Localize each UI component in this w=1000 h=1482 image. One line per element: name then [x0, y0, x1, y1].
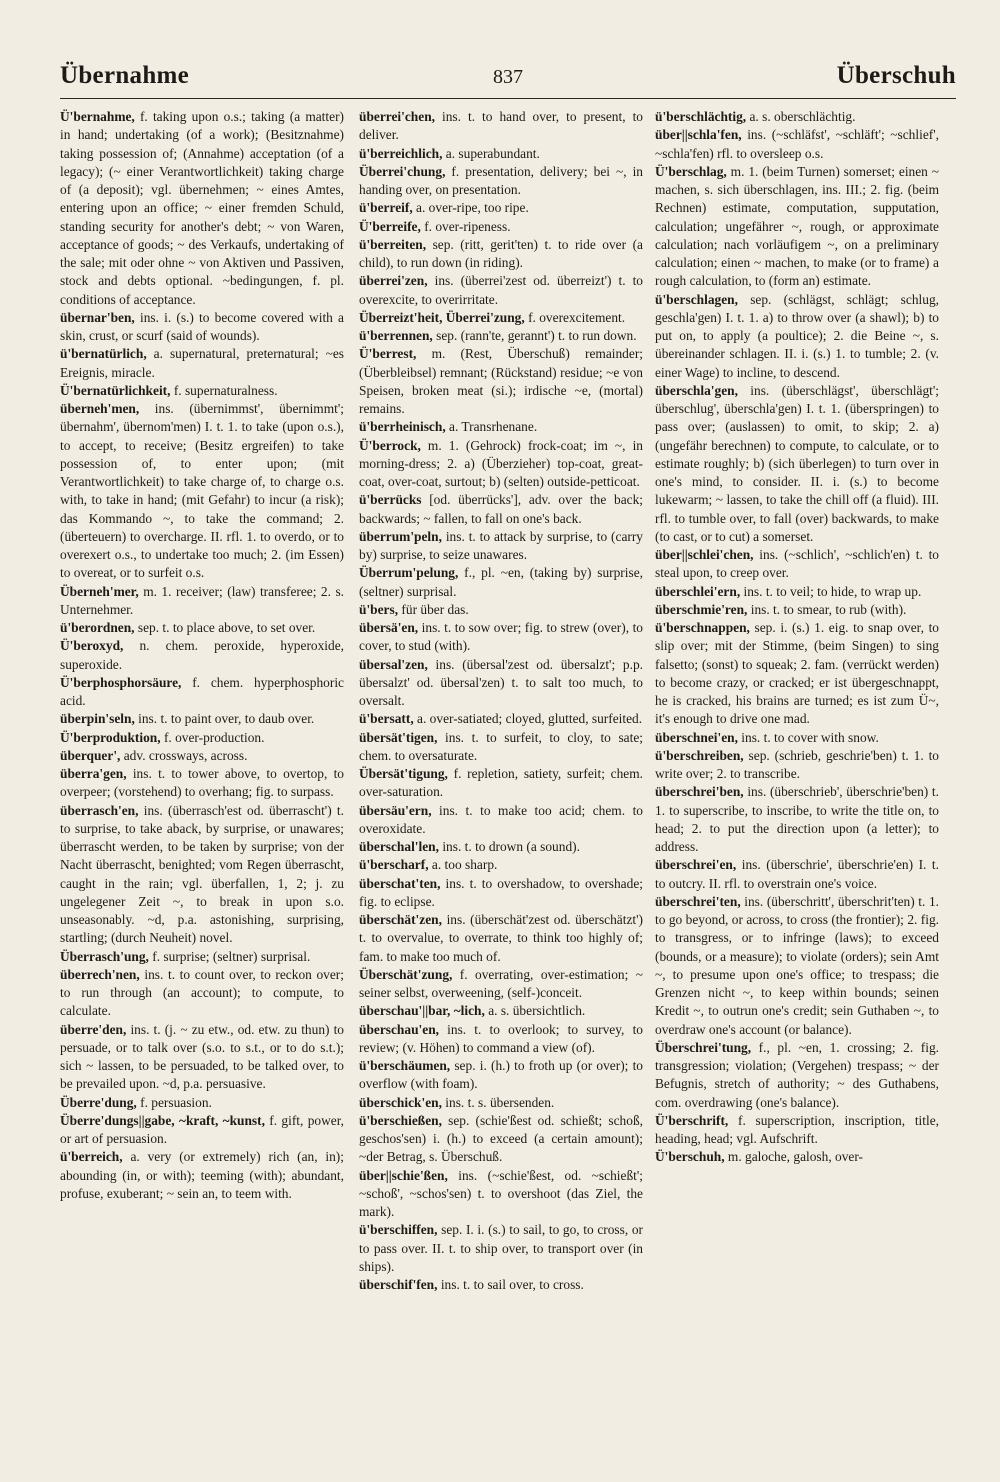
entry-definition: ins. i. (s.) to become covered with a skin, crust, or scurf (said of wounds). [60, 309, 344, 343]
entry-definition: ins. (~schläfst', ~schläft'; ~schlief', ~schla'fen) rfl. to oversleep o.s. [655, 127, 939, 161]
dictionary-entry [359, 729, 643, 766]
dictionary-entry [60, 729, 344, 747]
entry-definition: ins. (übernimmst', übernimmt'; übernahm', übernom'men) I. t. 1. to take (upon o.s.), to accept, to receive; (Besitz ergreifen) to take possession of, to enter upon; (mit Verantwortlichkeit) to take charge of, to charge o.s. with, to take in hand; (mit Gefahr) to incur (a risk); das Kommando ~, to take the command; 2. (überteuern) to overcharge. II. rfl. 1. to overdo, or to overexert o.s., to undertake too much; 2. (im Essen) to overeat, or to surfeit o.s. [60, 401, 344, 581]
entry-definition: ins. (überschät'zest od. überschätzt') t. to overvalue, to overrate, to think too highly of; fam. to make too much of. [359, 912, 643, 964]
entry-headword: Ü'berschrift, [655, 1112, 729, 1128]
entry-headword: über||schla'fen, [655, 127, 742, 143]
entry-headword: überschick'en, [359, 1094, 442, 1110]
entry-headword: überschrei'en, [655, 857, 737, 873]
entry-headword: übersät'tigen, [359, 729, 438, 745]
entry-definition: sep. (ritt, gerit'ten) t. to ride over (a child), to run down (in riding). [359, 236, 643, 270]
entry-definition: ins. t. to attack by surprise, to (carry by) surprise, to seize unawares. [359, 528, 643, 562]
dictionary-entry [359, 491, 643, 528]
dictionary-entry [655, 126, 939, 163]
running-head-right: Überschuh [836, 62, 956, 89]
dictionary-entry [359, 1221, 643, 1276]
entry-definition: m. (Rest, Überschuß) remainder; (Überbleibsel) remnant; (Rückstand) residue; ~e von Speisen, broken meat (si.); irdische ~e, (mortal) remains. [359, 346, 643, 416]
dictionary-entry [60, 1112, 344, 1149]
dictionary-entry [359, 710, 643, 728]
entry-definition: a. over-ripe, too ripe. [412, 200, 529, 216]
entry-definition: sep. (schie'ßest od. schießt; schoß, geschos'sen) i. (h.) to exceed (a certain amount); ~der Betrag, s. Überschuß. [359, 1112, 643, 1165]
dictionary-entry [359, 1094, 643, 1112]
entry-definition: ins. (überrei'zest od. überreizt') t. to overexcite, to overirritate. [359, 273, 643, 307]
dictionary-entry [655, 1148, 939, 1166]
entry-headword: Ü'berrest, [359, 346, 417, 362]
entry-definition: ins. (überschritt', überschrit'ten) t. 1. to go beyond, or across, to cross (the frontier); 2. fig. to transgress, or to infringe (laws); to exceed (bounds, or a measure); to violate (orders); sein Amt ~, to presume upon one's office; to trespass; die Grenzen nicht ~, to keep within bounds; seinen Kredit ~, to outrun one's credit; sein Guthaben ~, to overdraw one's account (or balance). [655, 893, 939, 1037]
entry-definition: sep. (schrieb, geschrie'ben) t. 1. to write over; 2. to transcribe. [655, 747, 939, 781]
entry-definition: ins. (überschrie', überschrie'en) I. t. to outcry. II. rfl. to overstrain one's voice. [655, 857, 939, 891]
entry-definition: ins. t. to veil; to hide, to wrap up. [740, 583, 922, 599]
dictionary-entry [359, 327, 643, 345]
entry-definition: ins. (überrasch'est od. überrascht') t. to surprise, to take aback, by surprise, or unawares; überrascht werden, to be taken by surprise; von der Nacht überrascht, benighted; vom Regen überrascht, caught in the rain; vgl. überfallen, 1, 2; j. zu ungelegener Zeit ~, to break in upon s.o. unseasonably. ~d, p.a. astonishing, surprising, startling; (durch Neuheit) novel. [60, 802, 344, 946]
dictionary-entry [359, 1167, 643, 1222]
entry-headword: ü'berschiffen, [359, 1222, 438, 1238]
entry-definition: f., pl. ~en, (taking by) surprise, (seltner) surprisal. [359, 565, 643, 599]
entry-definition: ins. (überschlägst', überschlägt'; überschlug', überschla'gen) I. t. 1. (überspringen) to pass over; (auslassen) to omit, to skip; 2. a) (ungefähr berechnen) to compute, to calculate, or to estimate roughly; b) (sich überlegen) to turn over in one's mind, to consider. II. i. (s.) to become lukewarm; ~ lassen, to take the chill off (a fluid). III. rfl. to tumble over, to fall (over) backwards, to make (to cast, or to cut) a somerset. [655, 382, 939, 544]
entry-headword: ü'bers, [359, 601, 399, 617]
dictionary-entry [359, 1112, 643, 1167]
entry-headword: Ü'berphosphorsäure, [60, 674, 182, 690]
entry-definition: a. s. oberschlächtig. [746, 109, 856, 124]
entry-headword: Ü'berschlag, [655, 163, 727, 179]
entry-headword: ü'berordnen, [60, 620, 135, 635]
entry-definition: sep. t. to place above, to set over. [134, 620, 316, 635]
dictionary-entry [60, 674, 344, 711]
dictionary-entry [359, 528, 643, 565]
dictionary-entry [655, 783, 939, 856]
entry-headword: übersal'zen, [359, 656, 428, 672]
dictionary-entry [359, 1276, 643, 1294]
dictionary-entry [359, 1057, 643, 1094]
entry-headword: überschät'zen, [359, 912, 442, 927]
dictionary-entry [359, 309, 643, 327]
dictionary-entry [655, 601, 939, 619]
dictionary-entry [60, 382, 344, 400]
entry-definition: ins. t. to surfeit, to cloy, to sate; chem. to oversaturate. [359, 729, 643, 763]
entry-definition: f. chem. hyperphosphoric acid. [60, 674, 344, 708]
dictionary-entry [359, 875, 643, 912]
dictionary-entry [60, 108, 344, 309]
entry-headword: übersäu'ern, [359, 802, 432, 818]
dictionary-entry [359, 619, 643, 656]
entry-headword: überrech'nen, [60, 966, 140, 982]
dictionary-entry [359, 838, 643, 856]
entry-headword: ü'berschießen, [359, 1112, 442, 1128]
dictionary-entry [359, 345, 643, 418]
entry-definition: f. over-ripeness. [420, 218, 511, 234]
entry-headword: überschnei'en, [655, 729, 738, 745]
entry-headword: ü'berschreiben, [655, 747, 744, 763]
page-number: 837 [493, 66, 523, 88]
dictionary-entry [655, 291, 939, 382]
entry-headword: Überrei'chung, [359, 163, 446, 179]
dictionary-entry [359, 236, 643, 273]
entry-definition: [od. überrücks'], adv. over the back; backwards; ~ fallen, to fall on one's back. [359, 492, 643, 526]
entry-headword: ü'berscharf, [359, 857, 429, 873]
dictionary-entry [359, 966, 643, 1003]
entry-headword: überrasch'en, [60, 802, 139, 818]
entry-headword: überpin'seln, [60, 711, 135, 727]
entry-headword: Ü'berproduktion, [60, 729, 161, 745]
entry-definition: f., pl. ~en, 1. crossing; 2. fig. transgression; violation; (Vergehen) trespass; ~ der Befugnis, stretch of authority; ~ des Guthabens, com. overdrawing (one's balance). [655, 1039, 939, 1110]
dictionary-entry [359, 145, 643, 163]
entry-headword: überrei'chen, [359, 109, 435, 124]
entry-definition: f. presentation, delivery; bei ~, in handing over, on presentation. [359, 163, 643, 197]
dictionary-entry [655, 747, 939, 784]
entry-headword: Überrum'pelung, [359, 565, 459, 581]
entry-definition: f. surprise; (seltner) surprisal. [148, 948, 311, 964]
dictionary-entry [60, 637, 344, 674]
entry-headword: Überre'dungs||gabe, ~kraft, ~kunst, [60, 1112, 265, 1128]
dictionary-entry [359, 1021, 643, 1058]
dictionary-entry [359, 218, 643, 236]
entry-definition: ins. t. (j. ~ zu etw., od. etw. zu thun) to persuade, or to talk over (s.o. to s.t., or to do s.t.); sich ~ lassen, to be persuaded, to be talked over, to be prevailed upon. ~d, p.a. persuasive. [60, 1021, 344, 1092]
entry-definition: m. 1. (beim Turnen) somerset; einen ~ machen, s. sich überschlagen, ins. III.; 2. fig. (beim Rechnen) estimate, computation, supputation, calculation; ungefährer ~, rough, or approximate calculation; nach vorläufigem ~, on a preliminary calculation; einen ~ machen, to make (or to frame) a rough calculation, to (form an) estimate. [655, 163, 939, 289]
entry-headword: Überrasch'ung, [60, 948, 149, 964]
entry-definition: a. over-satiated; cloyed, glutted, surfeited. [413, 711, 643, 727]
entry-definition: f. repletion, satiety, surfeit; chem. over-saturation. [359, 766, 643, 800]
entry-headword: überschla'gen, [655, 382, 738, 398]
dictionary-entry [60, 765, 344, 802]
column-1 [60, 108, 344, 1458]
entry-definition: a. supernatural, preternatural; ~es Ereignis, miracle. [60, 346, 344, 380]
entry-headword: Überre'dung, [60, 1094, 137, 1110]
entry-definition: a. s. übersichtlich. [484, 1003, 586, 1019]
dictionary-entry [359, 802, 643, 839]
column-3 [655, 108, 939, 1458]
entry-definition: für über das. [398, 601, 469, 617]
entry-headword: ü'berschlagen, [655, 291, 738, 307]
entry-definition: f. superscription, inscription, title, heading, head; vgl. Aufschrift. [655, 1112, 939, 1146]
entry-headword: Übersät'tigung, [359, 766, 448, 781]
entry-headword: überschal'len, [359, 839, 439, 854]
entry-headword: ü'berschlächtig, [655, 109, 747, 124]
entry-definition: f. over-production. [160, 729, 265, 745]
entry-definition: m. galoche, galosh, over- [724, 1149, 864, 1165]
dictionary-entry [359, 656, 643, 711]
entry-definition: a. very (or extremely) rich (an, in); abounding (in, or with); teeming (with); abundant, profuse, exuberant; ~ sein an, to teem with. [60, 1149, 344, 1201]
entry-definition: m. 1. receiver; (law) transferee; 2. s. Unternehmer. [60, 583, 344, 617]
dictionary-entry [359, 765, 643, 802]
dictionary-entry [655, 583, 939, 601]
entry-definition: ins. t. to count over, to reckon over; to run through (an account); to compute, to calculate. [60, 966, 344, 1019]
entry-definition: f. taking upon o.s.; taking (a matter) in hand; undertaking (of a work); (Besitznahme) taking possession of; (Annahme) acceptation (of a legacy); (~ einer Verantwortlichkeit) taking charge of (a deposit); vgl. übernehmen; ~ eines Amtes, entering upon an office; ~ einer fremden Schuld, standing security for another's debt; ~ von Waren, acceptance of goods; ~ des Verkaufs, undertaking of the sale; mit oder ohne ~ von Aktiven und Passiven, stock and debts optional. ~bedingungen, f. pl. conditions of acceptance. [60, 109, 344, 307]
dictionary-entry [359, 418, 643, 436]
entry-headword: Überneh'mer, [60, 583, 139, 599]
entry-headword: ü'berrücks [359, 492, 422, 508]
entry-headword: ü'berschäumen, [359, 1058, 451, 1073]
entry-definition: sep. (rann'te, gerannt') t. to run down. [432, 328, 637, 343]
dictionary-entry [60, 583, 344, 620]
entry-headword: ü'berreiten, [359, 236, 427, 252]
entry-headword: über||schlei'chen, [655, 547, 754, 562]
dictionary-entry [60, 747, 344, 765]
entry-definition: ins. t. to overlook; to survey, to review; (v. Höhen) to command a view (of). [359, 1021, 643, 1055]
dictionary-entry [359, 1002, 643, 1020]
dictionary-entry [359, 856, 643, 874]
dictionary-entry [60, 948, 344, 966]
entry-definition: ins. (~schlich', ~schlich'en) t. to steal upon, to creep over. [655, 547, 939, 581]
dictionary-entry [655, 382, 939, 546]
entry-headword: überschau'||bar, ~lich, [359, 1003, 485, 1019]
entry-definition: ins. (überschrieb', überschrie'ben) t. 1. to superscribe, to inscribe, to write the title on, to head; 2. to put the direction upon (a letter); to address. [655, 784, 939, 854]
entry-definition: a. superabundant. [442, 145, 540, 161]
entry-headword: Überschrei'tung, [655, 1039, 752, 1055]
entry-headword: Überschät'zung, [359, 966, 453, 982]
dictionary-entry [655, 1112, 939, 1149]
entry-headword: übernar'ben, [60, 309, 135, 325]
entry-headword: überrum'peln, [359, 528, 442, 544]
dictionary-entry [60, 1094, 344, 1112]
dictionary-entry [60, 400, 344, 583]
entry-definition: f. supernaturalness. [170, 382, 278, 398]
entry-definition: f. overexcitement. [524, 309, 626, 325]
entry-headword: überschat'ten, [359, 875, 441, 891]
entry-headword: Ü'berrock, [359, 437, 421, 453]
entry-definition: ins. t. to make too acid; chem. to overoxidate. [359, 802, 643, 836]
page-header [60, 58, 956, 99]
entry-headword: übersä'en, [359, 620, 419, 635]
dictionary-entry [60, 619, 344, 637]
entry-headword: ü'berrennen, [359, 328, 433, 343]
entry-headword: Ü'bernahme, [60, 109, 135, 124]
entry-definition: ins. (~schie'ßest, od. ~schießt'; ~schoß', ~schos'sen) t. to overshoot (das Ziel, the mark). [359, 1167, 643, 1219]
entry-headword: überschif'fen, [359, 1277, 438, 1292]
entry-headword: ü'berschnappen, [655, 620, 750, 635]
dictionary-entry [359, 199, 643, 217]
entry-definition: f. persuasion. [136, 1094, 212, 1110]
dictionary-entry [359, 272, 643, 309]
entry-definition: ins. t. to drown (a sound). [438, 839, 580, 854]
entry-headword: überra'gen, [60, 766, 127, 781]
dictionary-entry [359, 911, 643, 966]
dictionary-entry [655, 729, 939, 747]
dictionary-entry [655, 893, 939, 1039]
entry-headword: über||schie'ßen, [359, 1167, 448, 1183]
entry-headword: überschrei'ten, [655, 893, 741, 909]
dictionary-entry [60, 1021, 344, 1094]
entry-headword: ü'berreif, [359, 200, 413, 216]
dictionary-entry [655, 856, 939, 893]
entry-headword: Überreizt'heit, Überrei'zung, [359, 309, 525, 325]
entry-definition: ins. t. to tower above, to overtop, to overpeer; (vorstehend) to overhang; fig. to surpass. [60, 766, 344, 800]
running-head-left: Übernahme [60, 62, 190, 89]
entry-headword: Ü'bernatürlichkeit, [60, 382, 171, 398]
dictionary-entry [359, 163, 643, 200]
entry-definition: ins. (übersal'zest od. übersalzt'; p.p. übersalzt' od. übersal'zen) t. to salt too much, to oversalt. [359, 656, 643, 708]
entry-headword: überschlei'ern, [655, 583, 741, 599]
entry-headword: überschmie'ren, [655, 601, 748, 617]
dictionary-entry [60, 309, 344, 346]
entry-headword: ü'berrheinisch, [359, 419, 446, 435]
entry-definition: n. chem. peroxide, hyperoxide, superoxide. [60, 638, 344, 672]
dictionary-entry [655, 619, 939, 729]
dictionary-entry [359, 108, 643, 145]
dictionary-entry [655, 108, 939, 126]
entry-definition: ins. t. s. übersenden. [441, 1094, 555, 1110]
entry-definition: ins. t. to overshadow, to overshade; fig. to eclipse. [359, 875, 643, 909]
entry-definition: ins. t. to hand over, to present, to deliver. [359, 109, 643, 143]
entry-headword: ü'bersatt, [359, 711, 414, 727]
entry-headword: überquer', [60, 747, 121, 763]
entry-definition: ins. t. to cover with snow. [737, 729, 879, 745]
entry-definition: sep. i. (h.) to froth up (or over); to overflow (with foam). [359, 1058, 643, 1092]
dictionary-entry [655, 1039, 939, 1112]
entry-definition: ins. t. to sail over, to cross. [437, 1277, 584, 1292]
entry-headword: überneh'men, [60, 401, 140, 416]
dictionary-entry [60, 710, 344, 728]
entry-headword: überschrei'ben, [655, 784, 744, 800]
entry-definition: sep. i. (s.) 1. eig. to snap over, to slip over; mit der Stimme, (beim Singen) to sing falsetto; (sonst) to squeak; 2. fam. (verrückt werden) to become crazy, or cracked; er ist übergeschnappt, he is cracked, his brains are turned; es ist zum Ü~, it's enough to drive one mad. [655, 620, 939, 727]
entry-definition: f. overrating, over-estimation; ~ seiner selbst, overweening, (self-)conceit. [359, 966, 643, 1000]
entry-definition: adv. crossways, across. [120, 747, 248, 763]
entry-definition: ins. t. to smear, to rub (with). [747, 601, 907, 617]
dictionary-entry [60, 1148, 344, 1203]
entry-definition: a. Transrhenane. [445, 419, 538, 435]
entry-definition: f. gift, power, or art of persuasion. [60, 1112, 344, 1146]
entry-definition: ins. t. to sow over; fig. to strew (over), to cover, to stud (with). [359, 620, 643, 654]
entry-headword: ü'berreich, [60, 1149, 123, 1165]
entry-headword: überschau'en, [359, 1021, 439, 1037]
entry-headword: überrei'zen, [359, 273, 428, 289]
dictionary-entry [655, 546, 939, 583]
column-2 [359, 108, 643, 1458]
entry-headword: ü'bernatürlich, [60, 346, 147, 362]
dictionary-entry [60, 345, 344, 382]
dictionary-entry [359, 437, 643, 492]
entry-headword: ü'berreichlich, [359, 145, 443, 161]
dictionary-entry [60, 802, 344, 948]
entry-definition: ins. t. to paint over, to daub over. [134, 711, 315, 727]
entry-definition: sep. (schlägst, schlägt; schlug, geschla'gen) I. t. 1. a) to throw over (a shawl); b) to put on, to apply (a poultice); 2. die Beine ~, s. übereinander schlagen. II. i. (s.) 1. to tumble; 2. (v. einer Wage) to incline, to descend. [655, 291, 939, 380]
dictionary-entry [359, 564, 643, 601]
entry-definition: a. too sharp. [428, 857, 498, 873]
entry-headword: Ü'berschuh, [655, 1149, 725, 1165]
dictionary-entry [655, 163, 939, 291]
entry-headword: Ü'beroxyd, [60, 638, 124, 654]
entry-headword: überre'den, [60, 1021, 127, 1037]
entry-definition: m. 1. (Gehrock) frock-coat; im ~, in morning-dress; 2. a) (Überzieher) top-coat, great-coat, over-coat, surtout; b) (selten) outside-petticoat. [359, 437, 643, 489]
dictionary-entry [60, 966, 344, 1021]
entry-headword: Ü'berreife, [359, 218, 421, 234]
dictionary-entry [359, 601, 643, 619]
entry-definition: sep. I. i. (s.) to sail, to go, to cross, or to pass over. II. t. to ship over, to transport over (in ships). [359, 1222, 643, 1274]
